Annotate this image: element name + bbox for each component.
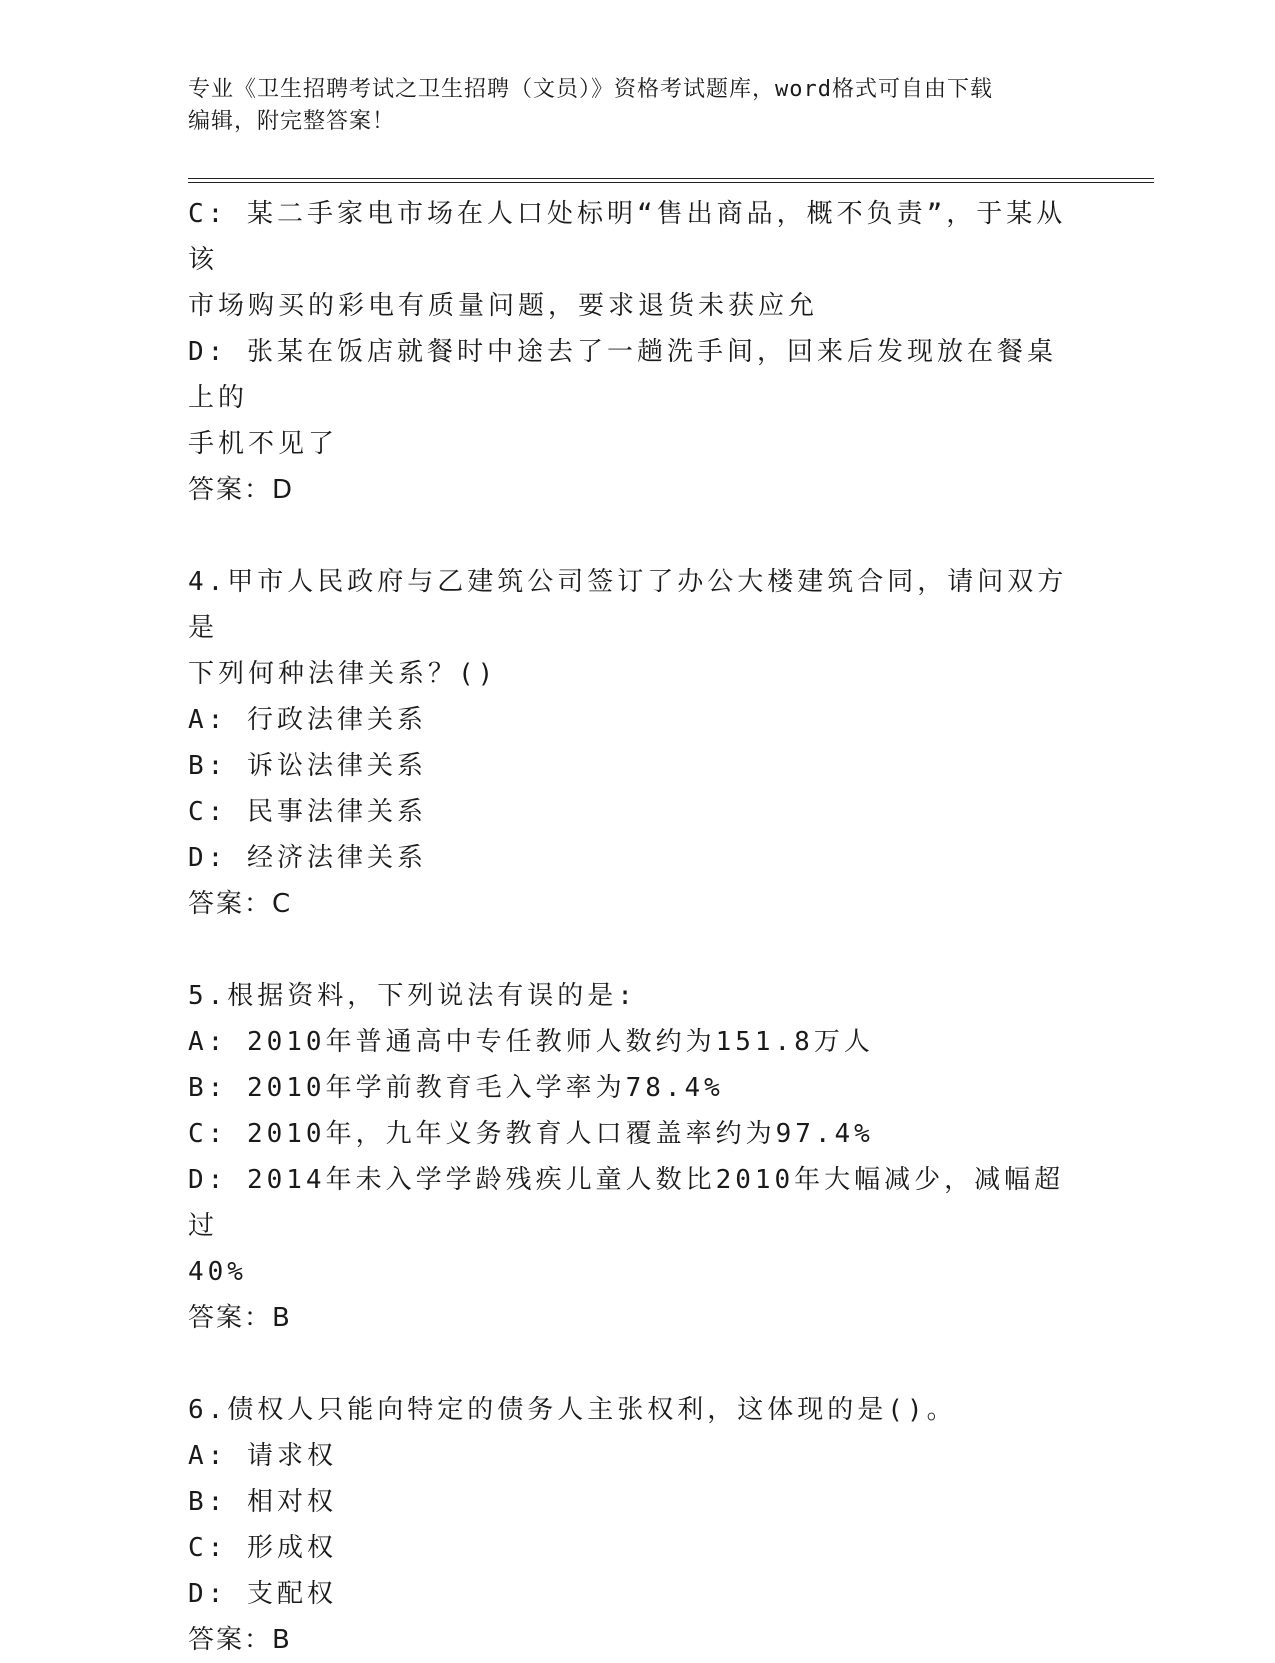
answer-3: 答案：D <box>188 475 295 505</box>
question-5-text: 5.根据资料，下列说法有误的是: <box>188 981 637 1011</box>
option-c: C: 2010年，九年义务教育人口覆盖率约为97.4% <box>188 1119 874 1149</box>
question-6-text: 6.债权人只能向特定的债务人主张权利，这体现的是()。 <box>188 1395 957 1425</box>
document-page <box>188 0 1148 1663</box>
header-line-2: 编辑，附完整答案！ <box>188 109 396 134</box>
option-d-line-1: D: 2014年未入学学龄残疾儿童人数比2010年大幅减少，减幅超过 <box>188 1165 1065 1241</box>
question-4-text-line-2: 下列何种法律关系？() <box>188 659 498 689</box>
option-d-line-2: 手机不见了 <box>188 429 339 459</box>
option-b: B: 相对权 <box>188 1487 337 1517</box>
option-d-line-2: 40% <box>188 1257 247 1287</box>
option-c: C: 民事法律关系 <box>188 797 427 827</box>
option-a: A: 2010年普通高中专任教师人数约为151.8万人 <box>188 1027 874 1057</box>
question-5 <box>188 973 1078 1341</box>
option-c: C: 形成权 <box>188 1533 337 1563</box>
option-a: A: 行政法律关系 <box>188 705 427 735</box>
option-b: B: 2010年学前教育毛入学率为78.4% <box>188 1073 724 1103</box>
option-c-line-1: C: 某二手家电市场在人口处标明“售出商品，概不负责”，于某从该 <box>188 199 1067 275</box>
spacer <box>188 513 1078 559</box>
option-d: D: 经济法律关系 <box>188 843 427 873</box>
question-4-text-line-1: 4.甲市人民政府与乙建筑公司签订了办公大楼建筑合同，请问双方是 <box>188 567 1068 643</box>
question-4 <box>188 559 1078 927</box>
spacer <box>188 927 1078 973</box>
option-c-line-2: 市场购买的彩电有质量问题，要求退货未获应允 <box>188 291 819 321</box>
option-a: A: 请求权 <box>188 1441 337 1471</box>
document-header <box>188 74 1078 138</box>
header-divider <box>188 178 1154 183</box>
question-6 <box>188 1387 1078 1663</box>
answer-5: 答案：B <box>188 1303 292 1333</box>
option-d-line-1: D: 张某在饭店就餐时中途去了一趟洗手间，回来后发现放在餐桌上的 <box>188 337 1057 413</box>
header-line-1: 专业《卫生招聘考试之卫生招聘（文员）》资格考试题库，word格式可自由下载 <box>188 77 993 102</box>
option-b: B: 诉讼法律关系 <box>188 751 427 781</box>
answer-4: 答案：C <box>188 889 293 919</box>
option-d: D: 支配权 <box>188 1579 337 1609</box>
answer-6: 答案：B <box>188 1625 292 1655</box>
question-3-continued <box>188 191 1078 513</box>
spacer <box>188 1341 1078 1387</box>
question-list <box>188 191 1078 1663</box>
